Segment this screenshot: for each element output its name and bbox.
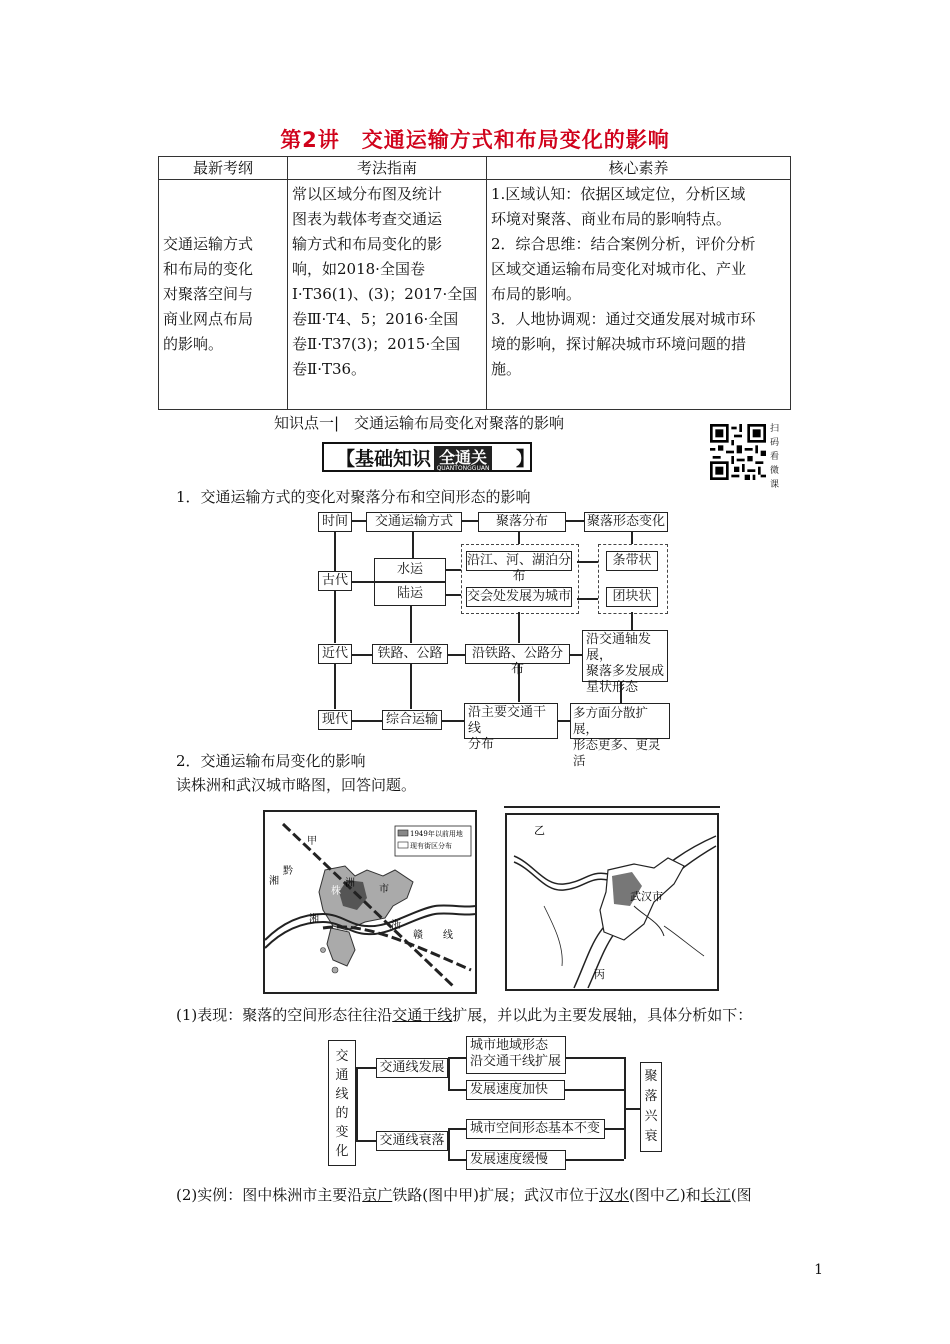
flow1-integrated: 综合运输 [382,710,442,730]
flow1-time: 时间 [318,512,352,532]
flow2-speed-fast: 发展速度加快 [466,1080,565,1100]
flow2-shape-same: 城市空间形态基本不变 [466,1119,605,1139]
flow1-along-rivers: 沿江、河、湖泊分布 [467,553,572,584]
flow1-diverse: 多方面分散扩展， 形态更多、更灵活 [570,703,670,739]
read-map-instruction: 读株洲和武汉城市略图，回答问题。 [176,776,417,794]
map1-label-xiang: 湘 [269,876,279,887]
map1-label-shi: 市 [379,884,389,895]
map1-label-zhe: 浙 [391,920,401,931]
flow1-water-transport: 水运 [374,558,446,582]
section-2-heading: 2．交通运输布局变化的影响 [176,752,366,770]
flow1-modern: 近代 [318,644,352,664]
flow1-junction-city: 交会处发展为城市 [466,587,572,607]
flow1-distribution: 聚落分布 [478,512,566,532]
header-syllabus: 最新考纲 [159,157,288,180]
flow2-change-of-routes: 交 通 线 的 变 化 [328,1040,356,1166]
map1-label-qian: 黔 [283,866,293,877]
map1-label-zhou: 洲 [345,878,355,889]
page-title: 第2讲 交通运输方式和布局变化的影响 [280,128,670,152]
map2-label-wuhan: 武汉市 [630,890,663,903]
flow1-mode: 交通运输方式 [366,512,462,532]
knowledge-point-heading: 知识点一| 交通运输布局变化对聚落的影响 [274,414,565,432]
map1-label-zhu: 株 [331,886,341,897]
qr-label: 扫 码 看 微 课 [770,424,780,490]
section-banner: 【基础知识 全通关 QUANTONGGUAN 】 [322,442,532,472]
paragraph-1: (1)表现：聚落的空间形态往往沿交通干线扩展，并以此为主要发展轴，具体分析如下： [176,1006,753,1024]
map1-legend-new-swatch [398,842,408,848]
flow1-strip-shape: 条带状 [606,551,658,571]
flow1-ancient: 古代 [318,571,352,591]
flow1-land-transport: 陆运 [374,582,446,606]
flow1-along-rail: 沿铁路、公路分布 [465,644,570,664]
flow2-settlement-rise-fall: 聚 落 兴 衰 [640,1062,662,1152]
flow2-route-develop: 交通线发展 [376,1058,448,1078]
flow1-block-shape: 团块状 [606,587,658,607]
header-literacy: 核心素养 [487,157,791,180]
wuhan-map [504,806,720,992]
flow2-speed-slow: 发展速度缓慢 [466,1150,566,1170]
map2-label-yi: 乙 [534,824,545,837]
map1-label-xian: 线 [443,930,453,941]
map1-legend-old: 1949年以前用地 [410,830,463,838]
map1-legend-old-swatch [398,830,408,836]
section-1-heading: 1．交通运输方式的变化对聚落分布和空间形态的影响 [176,488,531,506]
flow2-shape-along: 城市地域形态 沿交通干线扩展 [466,1036,566,1074]
map1-label-gan: 赣 [413,930,423,941]
map2-label-bing: 丙 [594,968,605,981]
zhuzhou-map [263,810,477,994]
map1-legend-new: 现有街区分布 [410,842,452,850]
flow2-route-decline: 交通线衰落 [376,1131,448,1151]
map1-label-jia: 甲 [307,836,317,847]
flow1-star-shape: 沿交通轴发展， 聚落多发展成 星状形态 [582,630,668,682]
paragraph-2: (2)实例：图中株洲市主要沿京广铁路(图中甲)扩展；武汉市位于汉水(图中乙)和长江(图 [176,1186,752,1204]
map1-label-xiang-river: 湘 [309,914,319,925]
flow1-shape-change: 聚落形态变化 [584,512,668,532]
guide-cell: 常以区域分布图及统计 图表为载体考查交通运 输方式和布局变化的影 响，如2018·全国卷 Ⅰ·T36(1)、(3)；2017·全国 卷Ⅲ·T4、5；2016·全国 卷Ⅱ·T37(3)；2015·全国 卷Ⅱ·T36。 [288,180,487,410]
flow1-along-main: 沿主要交通干线 分布 [464,703,558,739]
qr-code-icon[interactable] [710,424,766,480]
flow1-contemporary: 现代 [318,710,352,730]
banner-highlight: 全通关 QUANTONGGUAN [434,446,492,470]
requirements-table [158,156,791,410]
syllabus-cell: 交通运输方式 和布局的变化 对聚落空间与 商业网点布局 的影响。 [159,180,288,410]
page-number: 1 [814,1262,823,1278]
literacy-cell: 1.区域认知：依据区域定位，分析区域 环境对聚落、商业布局的影响特点。 2．综合思维：结合案例分析，评价分析 区域交通运输布局变化对城市化、产业 布局的影响。 3．人地协调观：通过交通发展对城市环 境的影响，探讨解决城市环境问题的措 施。 [487,180,791,410]
header-guide: 考法指南 [288,157,487,180]
flow1-rail-road: 铁路、公路 [372,644,448,664]
